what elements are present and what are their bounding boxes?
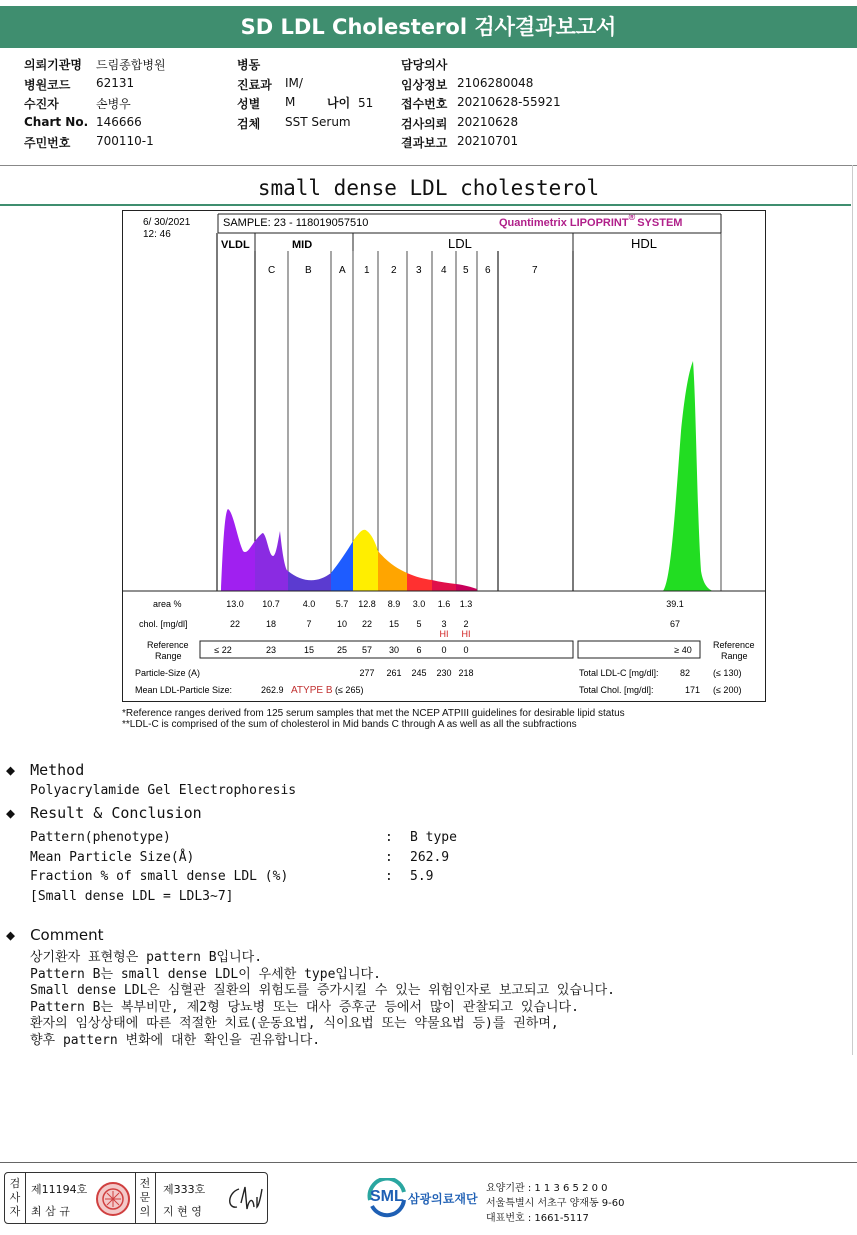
group-hdl: HDL [631,236,658,251]
info1-row [24,114,142,129]
band-lines [217,233,721,591]
inspector-label: 검사자 [9,1177,21,1218]
row-label-chol: chol. [mg/dl] [139,619,188,629]
info2-value: IM/ [285,75,303,90]
chol-value: 67 [669,619,681,629]
hi-flag: HI [461,629,471,639]
comment-heading [6,926,104,944]
org-address: 서울특별시 서초구 양재동 9-60 [486,1198,625,1209]
info3-value: 20210628 [457,114,519,129]
info3-row [401,75,534,93]
fraction-area [407,573,432,591]
band-label: 1 [364,265,370,276]
hi-flag: HI [439,629,449,639]
area-value: 39.1 [666,599,684,609]
specialist-name: 지 현 영 [163,1205,202,1218]
row-label-ref-right2: Range [721,651,748,661]
comment-heading-text: Comment [30,926,104,944]
result-row [30,869,434,884]
chol-value: 22 [361,619,373,629]
info1-label: 병원코드 [24,77,71,92]
fraction-area [353,530,378,591]
sign-divider-1 [25,1173,26,1223]
chart-brand [499,212,682,229]
mean-ldl-type: ATYPE B [291,685,333,696]
footer-divider [0,1162,857,1163]
total-ldl-value: 82 [680,668,691,678]
comment-line: Pattern B는 복부비만, 제2형 당뇨병 또는 대사 증후군 등에서 많이 관찰되고 있습니다. [30,999,579,1015]
info3-row [401,56,447,73]
info1-label: 의뢰기관명 [24,58,82,72]
chart-time: 12: 46 [143,229,171,240]
brand-badge: ® [628,212,636,222]
result-row [30,849,450,865]
org-phone: 대표번호 : 1661-5117 [486,1213,589,1224]
mean-ldl-range: (≤ 265) [335,685,364,695]
info1-label: 수진자 [24,97,59,111]
total-chol-value: 171 [685,685,701,695]
info1-label: Chart No. [24,114,89,129]
info2-row [237,95,296,112]
fraction-area [288,571,331,591]
chart-title-underline [0,204,851,206]
info3-row [401,95,561,112]
area-value: 1.6 [437,599,451,609]
ref-range-box-left [200,641,573,658]
area-value: 12.8 [358,599,376,609]
area-value: 3.0 [412,599,426,609]
info3-value: 2106280048 [457,75,534,90]
total-chol-label: Total Chol. [mg/dl]: [579,685,654,695]
size-value: 261 [386,668,402,678]
diamond-icon: ◆ [6,926,16,944]
area-value: 5.7 [335,599,349,609]
info2-row [237,56,260,73]
info3-value: 20210628-55921 [457,95,561,109]
result-value: 262.9 [410,849,450,865]
band-label: 3 [416,265,422,276]
fraction-area [378,551,407,591]
result-colon: : [385,849,393,865]
mean-ldl-value: 262.9 [261,685,284,695]
ref-value: 57 [361,645,373,655]
total-chol-range: (≤ 200) [713,685,742,695]
info1-row [24,75,135,93]
group-vldl: VLDL [221,239,250,251]
band-label: 4 [441,265,447,276]
chol-value: 5 [416,619,422,629]
patient-info [0,48,857,158]
result-label: Mean Particle Size(Å) [30,849,195,865]
age-value: 51 [358,96,374,110]
fraction-area [331,541,353,591]
signature-box [4,1172,268,1224]
row-label-size: Particle-Size (A) [135,668,201,678]
area-value: 1.3 [459,599,473,609]
result-value: B type [410,830,457,845]
chol-value: 7 [306,619,312,629]
signature-icon [223,1183,263,1215]
info1-value: 손병우 [96,97,131,111]
method-text: Polyacrylamide Gel Electrophoresis [30,783,297,798]
band-label: B [305,265,312,276]
area-value: 4.0 [302,599,316,609]
fraction-area [432,580,456,591]
note-1: *Reference ranges derived from 125 serum samples that met the NCEP ATPIII guidelines for desirable lipid status [122,708,625,719]
info2-label: 성별 [237,97,261,111]
band-label: 5 [463,265,469,276]
area-value: 13.0 [226,599,244,609]
ref-value: 25 [336,645,348,655]
comment-line: 상기환자 표현형은 pattern B입니다. [30,950,263,965]
info3-value: 20210701 [457,134,519,148]
ref-value: 15 [303,645,315,655]
fraction-area [221,509,255,591]
size-value: 277 [359,668,375,678]
band-label: A [339,265,346,276]
ref-value: 30 [388,645,400,655]
comment-line: 환자의 임상상태에 따른 적절한 치료(운동요법, 식이요법 또는 약물요법 등)를 권하며, [30,1016,559,1031]
chol-value: 22 [229,619,241,629]
info1-row [24,134,154,151]
age-label: 나이 [327,96,351,110]
area-value: 8.9 [387,599,401,609]
org-code: 요양기관 : 1 1 3 6 5 2 0 0 [486,1183,608,1194]
ref-value: 0 [463,645,469,655]
sign-divider-3 [155,1173,156,1223]
info3-label: 검사의뢰 [401,116,448,131]
info3-label: 결과보고 [401,136,448,150]
org-name: 삼광의료재단 [408,1192,478,1206]
ref-value: 0 [441,645,447,655]
value-rows [214,599,691,678]
info3-row [401,134,519,151]
inspector-no: 제11194호 [31,1183,88,1196]
result-label: Fraction % of small dense LDL (%) [30,869,289,884]
report-title: SD LDL Cholesterol 검사결과보고서 [0,6,857,48]
info2-label: 검체 [237,116,261,131]
result-label: Pattern(phenotype) [30,830,171,845]
info2-row [237,75,303,93]
size-value: 230 [436,668,452,678]
result-row [30,830,457,845]
comment-line: Pattern B는 small dense LDL이 우세한 type입니다. [30,966,381,982]
sign-divider-2 [135,1173,136,1223]
age-field [327,94,373,111]
curves [221,361,713,591]
result-heading [6,804,202,822]
info1-value: 146666 [96,114,142,129]
org-logo [366,1178,486,1218]
result-colon: : [385,869,393,884]
ref-value: ≤ 22 [214,645,232,655]
chol-value: 3 [441,619,447,629]
info1-row [24,56,166,73]
row-label-ref2: Range [155,651,182,661]
info2-row [237,114,351,132]
ref-value: ≥ 40 [674,645,692,655]
chol-value: 15 [388,619,400,629]
total-ldl-label: Total LDL-C [mg/dl]: [579,668,659,678]
result-heading-text: Result & Conclusion [30,804,202,822]
diamond-icon: ◆ [6,804,16,822]
specialist-no: 제333호 [163,1183,206,1196]
ref-value: 23 [265,645,277,655]
lipoprint-svg [123,211,765,701]
size-value: 218 [458,668,474,678]
row-label-ref1: Reference [147,640,189,650]
info1-value: 62131 [96,75,135,90]
info3-label: 임상정보 [401,77,448,92]
result-footnote: [Small dense LDL = LDL3~7] [30,889,234,904]
mean-ldl-label: Mean LDL-Particle Size: [135,685,233,695]
info3-label: 담당의사 [401,58,448,72]
row-label-area: area % [153,599,182,609]
chart-sample: SAMPLE: 23 - 118019057510 [223,217,369,229]
info3-row [401,114,519,132]
diamond-icon: ◆ [6,761,16,779]
info2-label: 병동 [237,58,261,72]
brand-suffix: SYSTEM [637,217,683,229]
ref-value: 6 [416,645,422,655]
group-ldl: LDL [448,236,472,251]
area-value: 10.7 [262,599,280,609]
band-label: 6 [485,265,491,276]
group-mid: MID [292,239,313,251]
header-divider-right [852,165,853,1055]
info2-label: 진료과 [237,77,272,92]
info1-row [24,95,131,112]
fraction-area [456,584,477,591]
chart-date: 6/ 30/2021 [143,217,191,228]
note-2: **LDL-C is comprised of the sum of cholesterol in Mid bands C through A as well as all the subfractions [122,719,577,730]
brand-name: Quantimetrix LIPOPRINT [499,217,629,229]
header-divider [0,165,857,166]
method-heading [6,761,84,779]
chol-value: 2 [463,619,469,629]
sml-logo-text: SML [370,1188,404,1205]
result-value: 5.9 [410,869,434,884]
total-ldl-range: (≤ 130) [713,668,742,678]
row-label-ref-right1: Reference [713,640,755,650]
comment-line: Small dense LDL은 심혈관 질환의 위험도를 증가시킬 수 있는 위험인자로 보고되고 있습니다. [30,983,615,998]
size-value: 245 [411,668,427,678]
band-label: 7 [532,265,538,276]
result-colon: : [385,830,393,845]
info2-value: M [285,95,296,109]
chol-value: 10 [336,619,348,629]
comment-line: 향후 pattern 변화에 대한 확인을 권유합니다. [30,1032,321,1048]
inspector-name: 최 삼 규 [31,1205,70,1218]
seal-icon [95,1181,131,1217]
chart-title: small dense LDL cholesterol [257,176,600,200]
band-label: 2 [391,265,397,276]
info1-value: 700110-1 [96,134,154,148]
lipoprint-chart [122,210,766,702]
specialist-label: 전문의 [139,1177,151,1218]
fraction-area [663,361,713,591]
info3-label: 접수번호 [401,97,448,111]
method-heading-text: Method [30,761,85,779]
fraction-area [255,531,288,591]
chol-value: 18 [265,619,277,629]
info1-value: 드림종합병원 [96,58,166,72]
band-label: C [268,265,276,276]
info2-value: SST Serum [285,114,351,129]
info1-label: 주민번호 [24,136,71,150]
